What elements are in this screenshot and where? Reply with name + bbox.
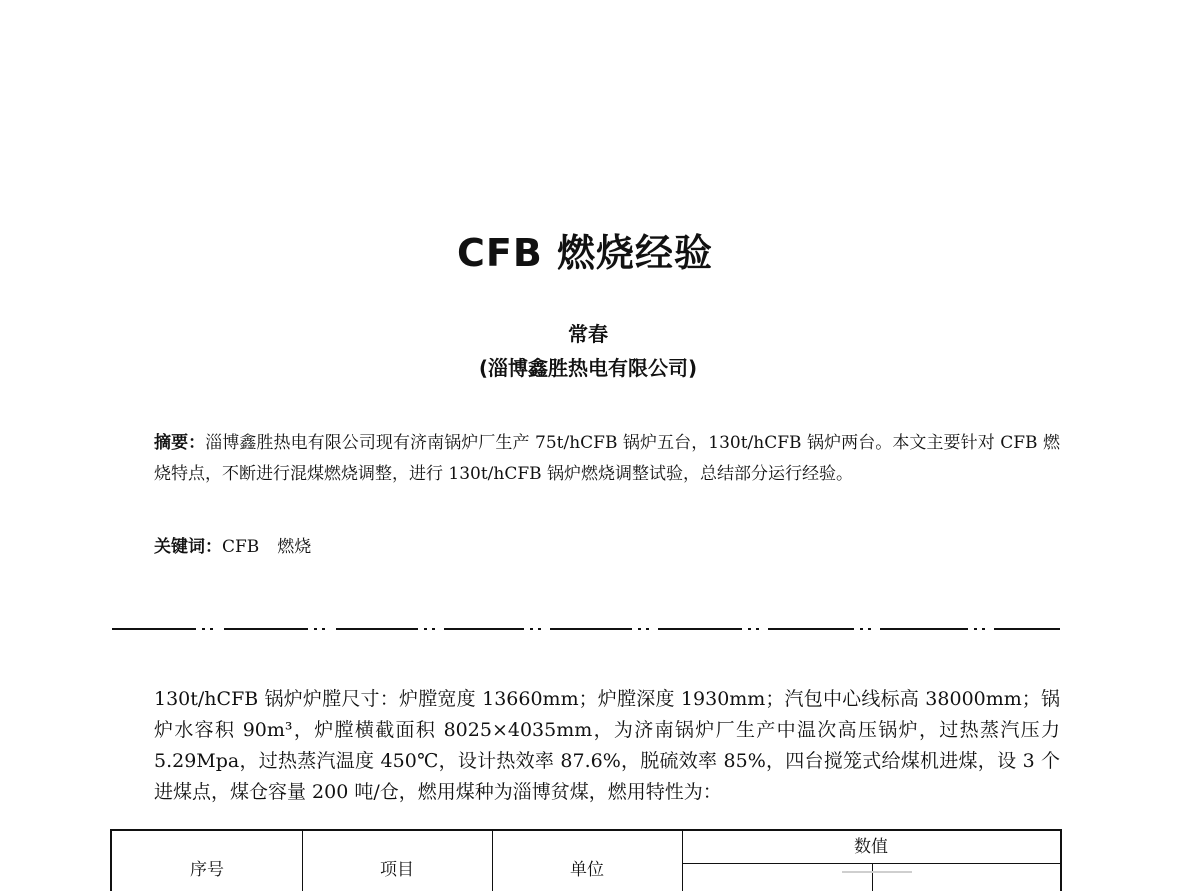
- abstract: [112, 428, 1060, 490]
- body-text: [112, 684, 1060, 808]
- author-name: 常春: [568, 322, 608, 346]
- keyword-item: 燃烧: [277, 537, 312, 557]
- properties-table: [110, 829, 1062, 891]
- keywords: [154, 532, 329, 563]
- table-header-index: 序号: [190, 860, 224, 880]
- abstract-label: 摘要：: [154, 433, 206, 453]
- table-header-values: 数值: [682, 831, 1060, 864]
- keywords-label: 关键词：: [154, 537, 222, 557]
- author-affiliation: (淄博鑫胜热电有限公司): [478, 356, 698, 380]
- table-header-unit: 单位: [570, 860, 604, 880]
- abstract-text: 淄博鑫胜热电有限公司现有济南锅炉厂生产 75t/hCFB 锅炉五台，130t/hCFB 锅炉两台。本文主要针对 CFB 燃烧特点，不断进行混煤燃烧调整，进行 130t/hCFB 锅炉燃烧调整试验，总结部分运行经验。: [154, 433, 1061, 484]
- keyword-item: CFB: [222, 537, 260, 557]
- paper-title: CFB 燃烧经验: [456, 231, 714, 275]
- body-paragraph: 130t/hCFB 锅炉炉膛尺寸：炉膛宽度 13660mm；炉膛深度 1930mm；汽包中心线标高 38000mm；锅炉水容积 90m³，炉膛横截面积 8025×4035mm，为济南锅炉厂生产中温次高压锅炉，过热蒸汽压力 5.29Mpa，过热蒸汽温度 450℃，设计热效率 87.6%，脱硫效率 85%，四台搅笼式给煤机进煤，设 3 个进煤点，煤仓容量 200 吨/仓，燃用煤种为淄博贫煤，燃用特性为：: [154, 688, 1060, 803]
- table-header-item: 项目: [380, 860, 414, 880]
- section-separator: [112, 628, 1060, 632]
